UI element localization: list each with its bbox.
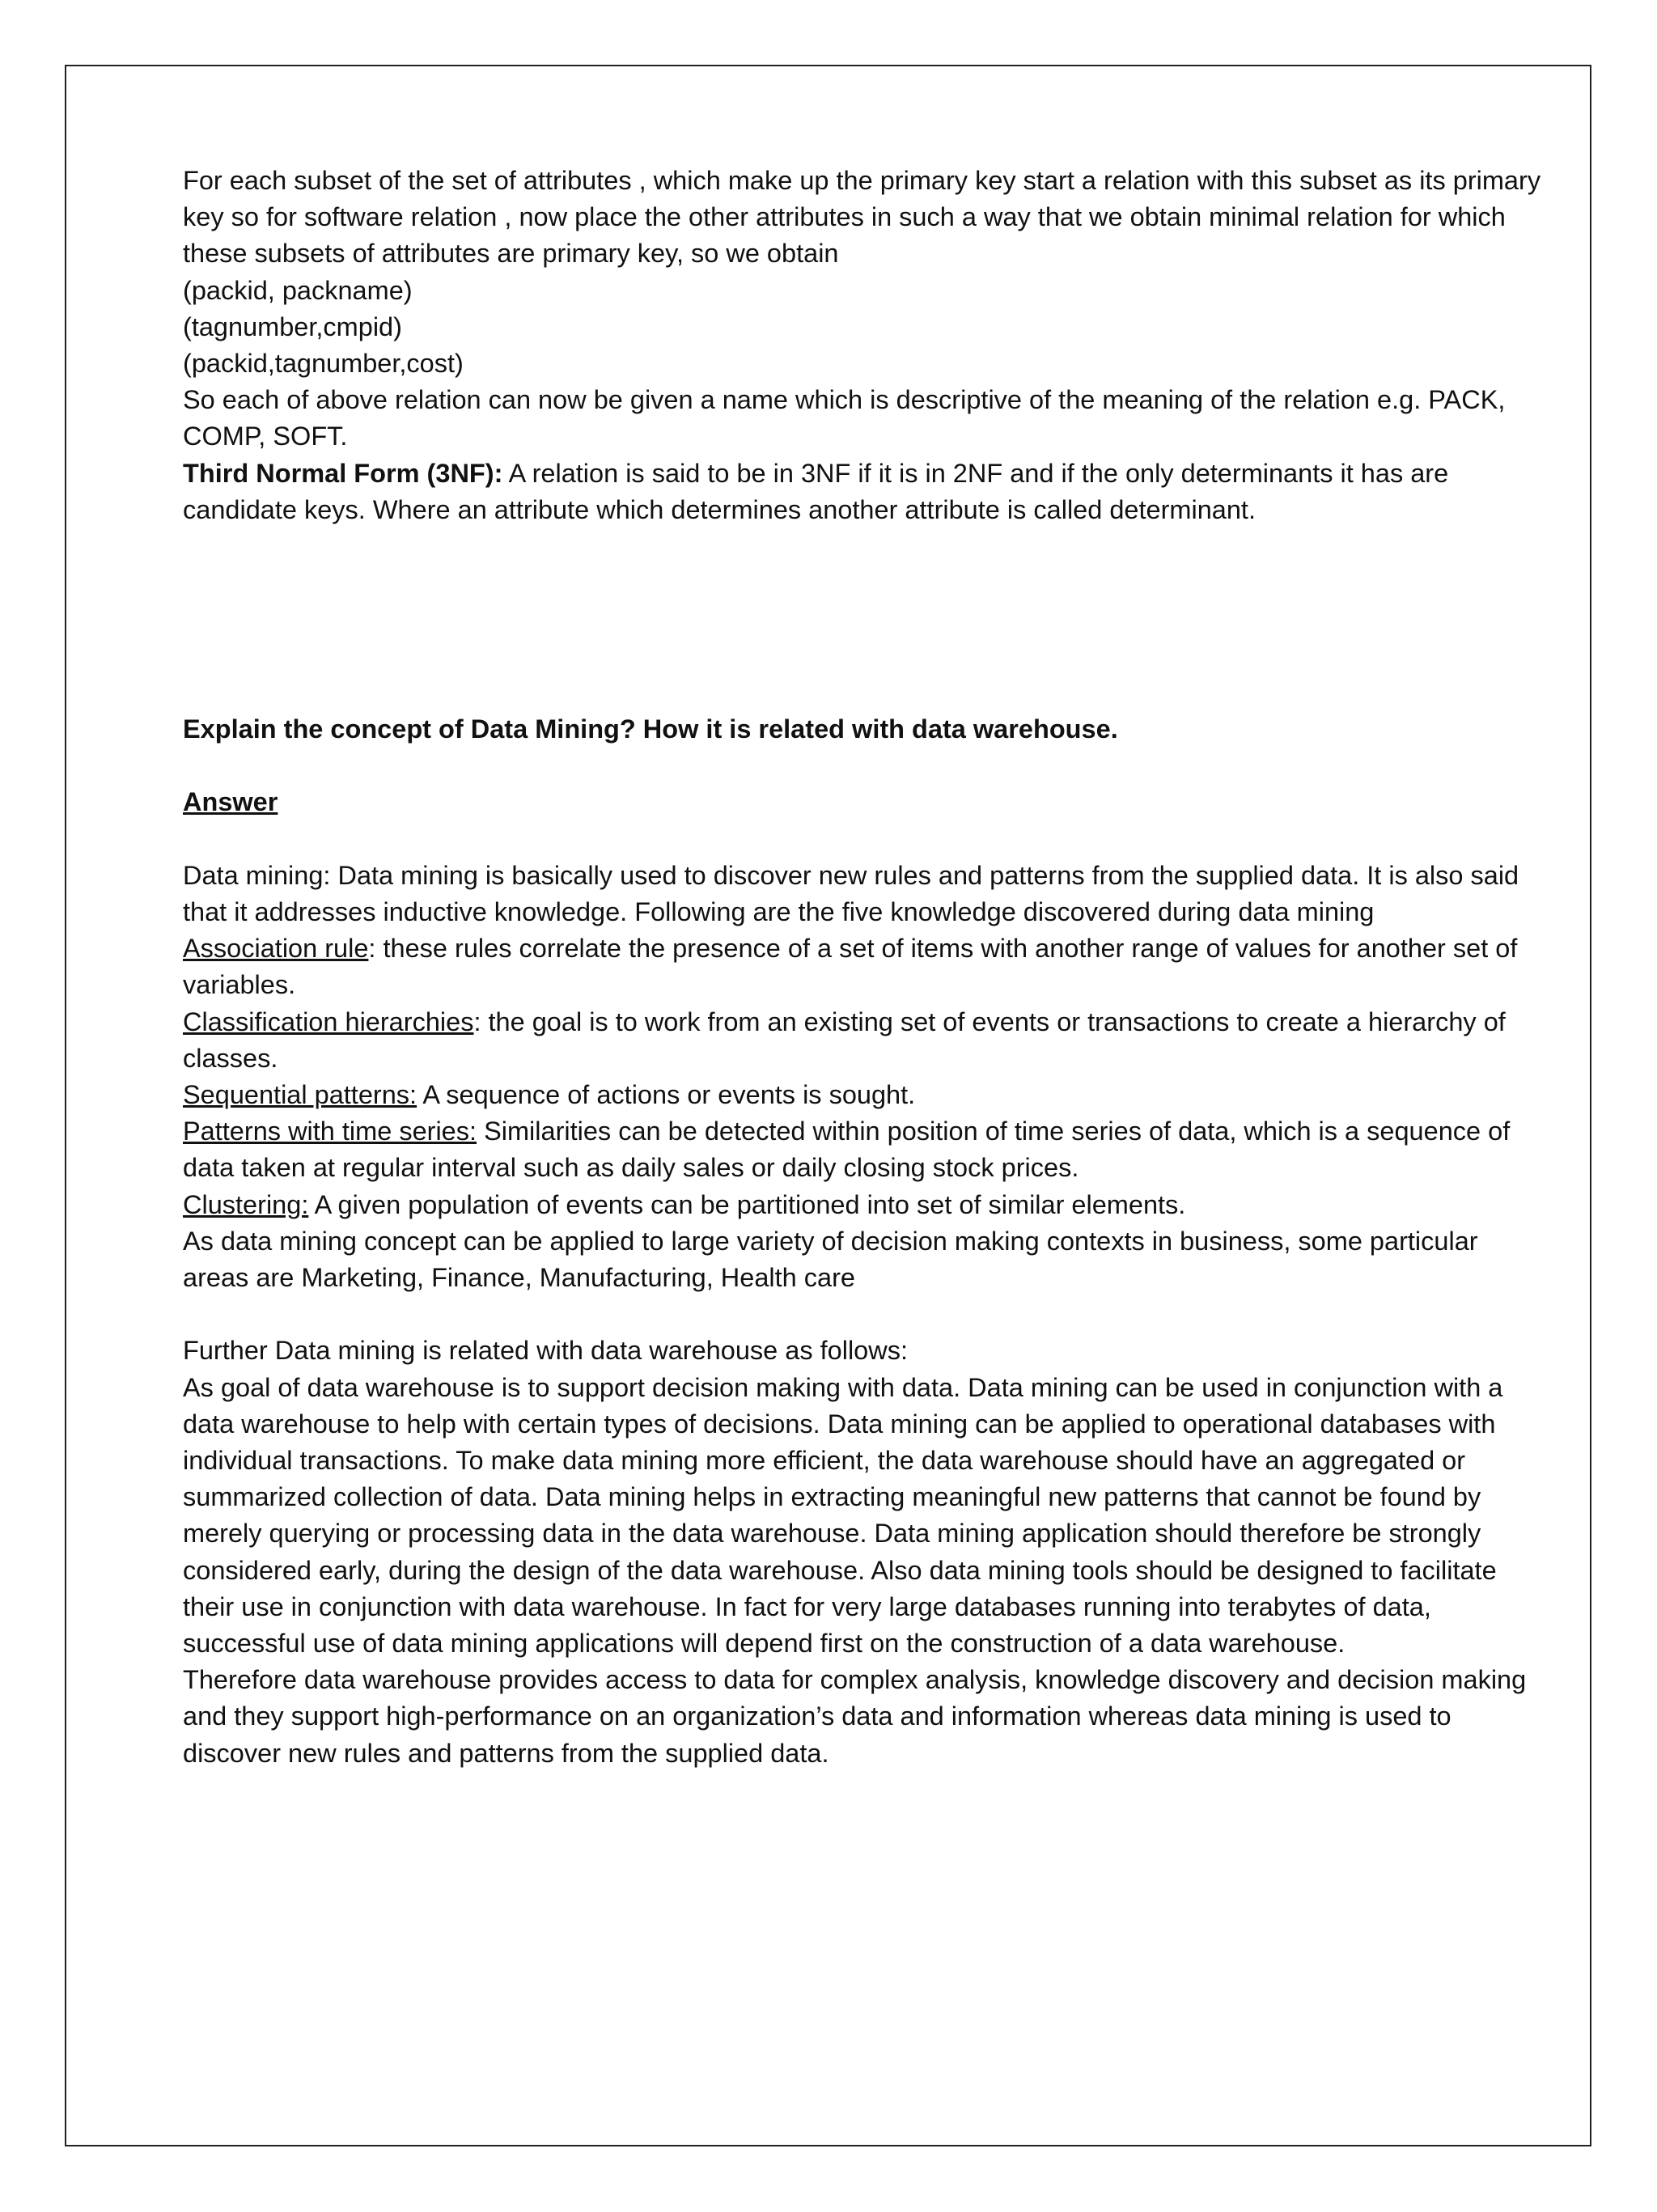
- spacer: [183, 821, 1550, 858]
- applications-paragraph: As data mining concept can be applied to large variety of decision making contexts in business, some particular areas are Marketing, Finance, Manufacturing, Health care: [183, 1226, 1478, 1293]
- knowledge-type-term: Classification hierarchies: [183, 1006, 474, 1036]
- question-heading: Explain the concept of Data Mining? How it is related with data warehouse.: [183, 714, 1118, 744]
- third-normal-form-paragraph: [183, 456, 1550, 528]
- knowledge-type-text: A given population of events can be partitioned into set of similar elements.: [308, 1189, 1186, 1219]
- spacer: [183, 1296, 1550, 1333]
- relation-item: (packid, packname): [183, 275, 413, 305]
- data-mining-definition: Data mining: Data mining is basically used to discover new rules and patterns from the supplied data. It is also said that it addresses inductive knowledge. Following are the five knowledge discovered during data mining: [183, 860, 1519, 927]
- third-normal-form-term: Third Normal Form (3NF):: [183, 458, 503, 488]
- knowledge-type-item: [183, 1077, 1550, 1113]
- normalization-intro: For each subset of the set of attributes , which make up the primary key start a relation with this subset as its primary key so for software relation , now place the other attributes in such a way that we obtain minimal relation for which these subsets of attributes are primary key, so we obtain: [183, 166, 1541, 269]
- relation-item: (tagnumber,cmpid): [183, 311, 402, 341]
- document-body: [183, 163, 1550, 1772]
- third-normal-form-text: A relation is said to be in 3NF if it is in 2NF and if the only determinants it has are candidate keys. Where an attribute which determines another attribute is called determinant.: [183, 458, 1449, 524]
- knowledge-type-term: Association rule: [183, 934, 369, 964]
- knowledge-type-item: [183, 1113, 1550, 1186]
- knowledge-type-term: Sequential patterns:: [183, 1080, 417, 1110]
- knowledge-type-term: Clustering:: [183, 1189, 309, 1219]
- knowledge-type-text: A sequence of actions or events is sought.: [417, 1080, 916, 1110]
- relation-item: (packid,tagnumber,cost): [183, 349, 464, 379]
- knowledge-type-item: [183, 930, 1550, 1003]
- knowledge-type-text: Similarities can be detected within position of time series of data, which is a sequence of data taken at regular interval such as daily sales or daily closing stock prices.: [183, 1117, 1511, 1183]
- relation-intro: Further Data mining is related with data warehouse as follows:: [183, 1336, 908, 1366]
- knowledge-type-text: : these rules correlate the presence of a set of items with another range of values for another set of variables.: [183, 934, 1518, 1000]
- answer-heading: Answer: [183, 787, 278, 817]
- knowledge-type-term: Patterns with time series:: [183, 1117, 477, 1146]
- conclusion-paragraph: Therefore data warehouse provides access to data for complex analysis, knowledge discovery and decision making and they support high-performance on an organization’s data and information whereas data mining is used to discover new rules and patterns from the supplied data.: [183, 1665, 1527, 1768]
- spacer: [183, 528, 1550, 711]
- knowledge-type-item: [183, 1187, 1550, 1223]
- spacer: [183, 748, 1550, 784]
- relation-naming-text: So each of above relation can now be given a name which is descriptive of the meaning of the relation e.g. PACK, COMP, SOFT.: [183, 385, 1506, 451]
- knowledge-type-item: [183, 1004, 1550, 1077]
- knowledge-type-text: : the goal is to work from an existing set of events or transactions to create a hierarchy of classes.: [183, 1006, 1506, 1073]
- relation-body: As goal of data warehouse is to support decision making with data. Data mining can be used in conjunction with a data warehouse to help with certain types of decisions. Data mining can be applied to operational databases with individual transactions. To make data mining more efficient, the data warehouse should have an aggregated or summarized collection of data. Data mining helps in extracting meaningful new patterns that cannot be found by merely querying or processing data in the data warehouse. Data mining application should therefore be strongly considered early, during the design of the data warehouse. Also data mining tools should be designed to facilitate their use in conjunction with data warehouse. In fact for very large databases running into terabytes of data, successful use of data mining applications will depend first on the construction of a data warehouse.: [183, 1372, 1503, 1659]
